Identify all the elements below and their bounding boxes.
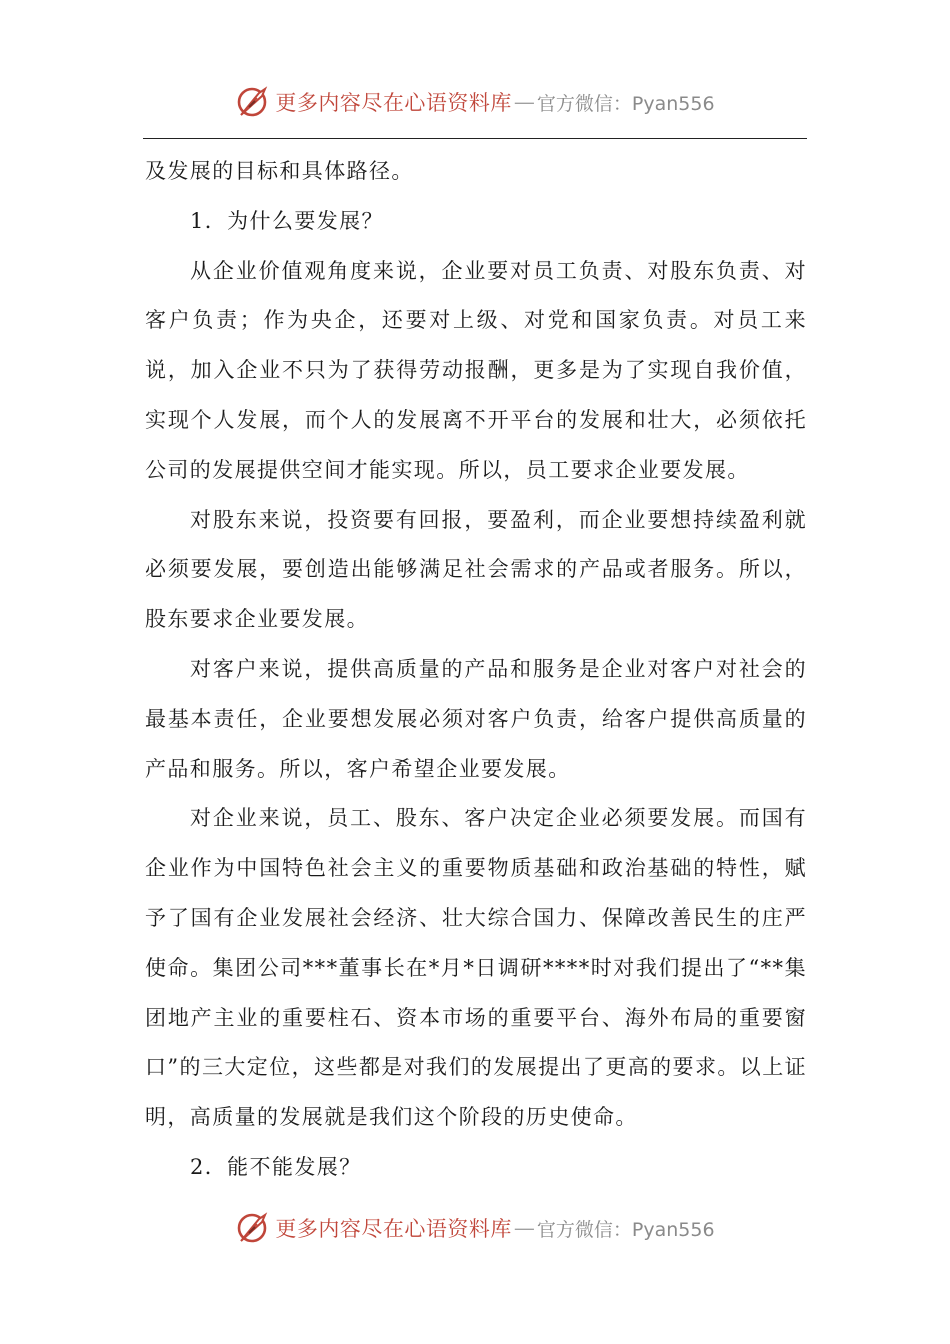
header-divider	[143, 138, 807, 139]
header-banner	[0, 80, 950, 124]
quill-pen-icon	[235, 1210, 271, 1246]
paragraph-enterprise: 对企业来说，员工、股东、客户决定企业必须要发展。而国有企业作为中国特色社会主义的重要物质基础和政治基础的特性，赋予了国有企业发展社会经济、壮大综合国力、保障改善民生的庄严使命。集团公司***董事长在*月*日调研****时对我们提出了“**集团地产主业的重要柱石、资本市场的重要平台、海外布局的重要窗口”的三大定位，这些都是对我们的发展提出了更高的要求。以上证明，高质量的发展就是我们这个阶段的历史使命。	[145, 806, 807, 1130]
header-brand-text: 更多内容尽在心语资料库	[275, 91, 512, 115]
paragraph-values: 从企业价值观角度来说，企业要对员工负责、对股东负责、对客户负责；作为央企，还要对上级、对党和国家负责。对员工来说，加入企业不只为了获得劳动报酬，更多是为了实现自我价值，实现个人发展，而个人的发展离不开平台的发展和壮大，必须依托公司的发展提供空间才能实现。所以，员工要求企业要发展。	[145, 258, 807, 482]
paragraph-continuation: 及发展的目标和具体路径。	[145, 159, 414, 183]
header-dash: —	[513, 90, 535, 114]
footer-banner	[0, 1206, 950, 1250]
footer-wechat-text: 官方微信：Pyan556	[536, 1218, 715, 1241]
section-heading-can-develop: 2．能不能发展？	[190, 1154, 362, 1179]
paragraph-shareholders: 对股东来说，投资要有回报，要盈利，而企业要想持续盈利就必须要发展，要创造出能够满足社会需求的产品或者服务。所以，股东要求企业要发展。	[145, 507, 807, 632]
quill-pen-icon	[235, 84, 271, 120]
footer-brand-text: 更多内容尽在心语资料库	[275, 1217, 512, 1241]
header-wechat-text: 官方微信：Pyan556	[536, 92, 715, 115]
section-heading-why-develop: 1．为什么要发展？	[190, 208, 384, 233]
paragraph-customers: 对客户来说，提供高质量的产品和服务是企业对客户对社会的最基本责任，企业要想发展必须对客户负责，给客户提供高质量的产品和服务。所以，客户希望企业要发展。	[145, 656, 807, 781]
document-body	[145, 147, 807, 1193]
footer-dash: —	[513, 1216, 535, 1240]
